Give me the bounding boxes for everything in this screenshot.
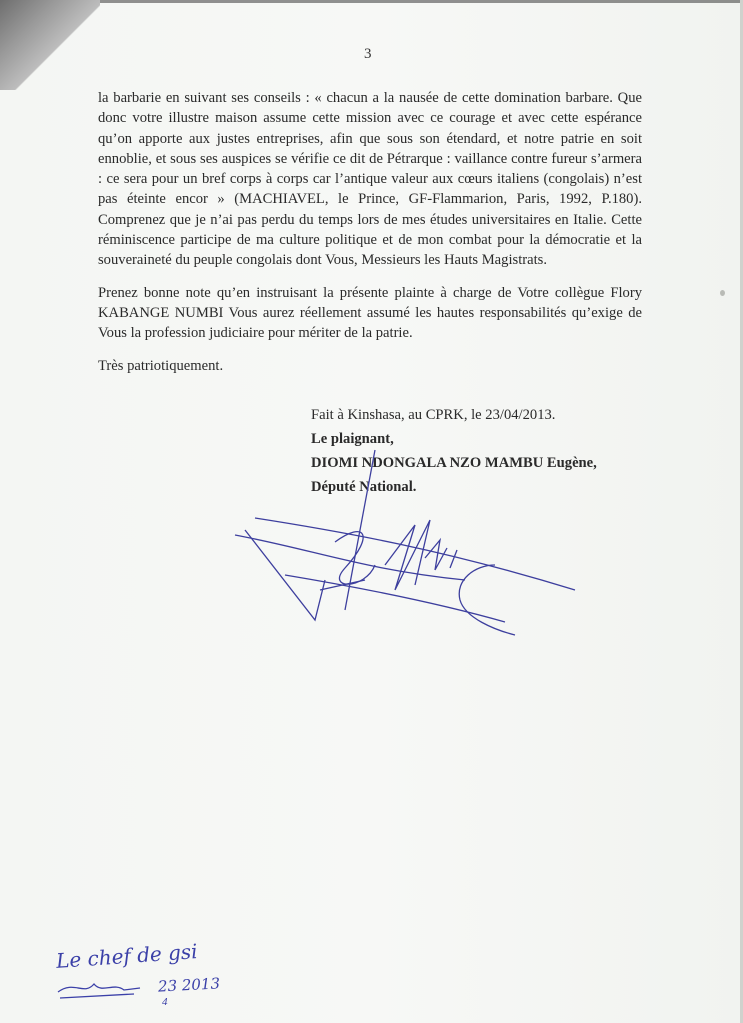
annotation-date-sub: 4 — [162, 996, 168, 1008]
annotation-line-1: Le chef de gsi — [55, 939, 199, 973]
scan-speck — [720, 290, 725, 296]
letter-body — [98, 88, 642, 388]
place-date: Fait à Kinshasa, au CPRK, le 23/04/2013. — [311, 407, 556, 423]
signer-title: Député National. — [311, 479, 417, 495]
page-number: 3 — [364, 46, 372, 62]
paragraph-1: la barbarie en suivant ses conseils : « chacun a la nausée de cette domination barbare. Que donc votre illustre maison assume cette mission avec ce courage et avec cette espérance qu’on apporte aux justes entreprises, afin que sous son étendard, et notre patrie en soit ennoblie, et sous ses auspices se vérifie ce dit de Pétrarque : vaillance contre fureur s’armera : ce sera pour un bref corps à corps car l’antique valeur aux cœurs italiens (congolais) n’est pas éteinte encor » (MACHIAVEL, le Prince, GF-Flammarion, Paris, 1992, P.180). Comprenez que je n’ai pas perdu du temps lors de mes études universitaires en Italie. Cette réminiscence participe de ma culture politique et de mon combat pour la démocratie et la souveraineté du peuple congolais dont Vous, Messieurs les Hauts Magistrats. — [98, 90, 642, 269]
handwritten-signature-icon — [225, 440, 585, 640]
signer-name: DIOMI NDONGALA NZO MAMBU Eugène, — [311, 455, 597, 471]
signer-role: Le plaignant, — [311, 431, 394, 447]
paragraph-2: Prenez bonne note qu’en instruisant la présente plainte à charge de Votre collègue Flory KABANGE NUMBI Vous aurez réellement assumé les hautes responsabilités qu’exige de Vous la profession judiciaire pour mériter de la patrie. — [98, 284, 642, 342]
closing-salutation: Très patriotiquement. — [98, 357, 224, 374]
annotation-date: 23 2013 — [157, 974, 221, 996]
folded-corner — [0, 0, 100, 90]
handwritten-annotation — [40, 940, 250, 1015]
scan-top-edge — [0, 0, 743, 3]
initials-scribble-icon — [54, 974, 144, 1004]
